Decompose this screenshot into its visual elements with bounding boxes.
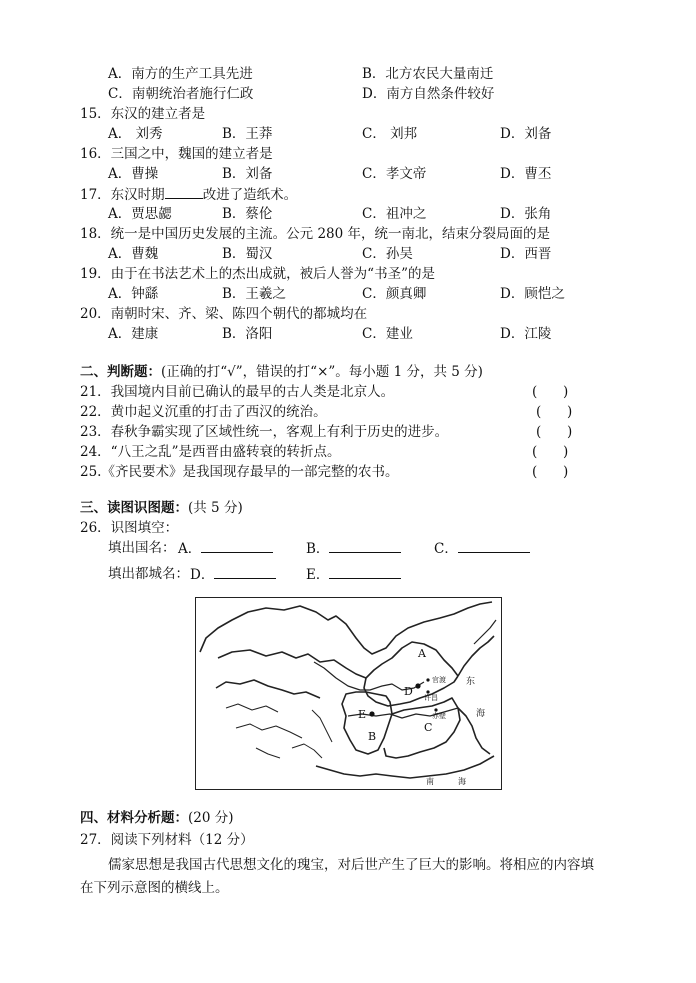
capital-d-dot bbox=[415, 683, 420, 688]
fill-c-label: C． bbox=[434, 541, 458, 557]
question-16-text: 16．三国之中，魏国的建立者是 bbox=[80, 146, 273, 162]
judge-21-text: 21．我国境内目前已确认的最早的古人类是北京人。 bbox=[80, 384, 395, 400]
fill-c bbox=[434, 538, 530, 559]
judge-item-22 bbox=[0, 402, 696, 422]
question-20-options bbox=[0, 324, 696, 344]
judge-23-text: 23．春秋争霸实现了区域性统一，客观上有利于历史的进步。 bbox=[80, 424, 449, 440]
q14-option-d: D．南方自然条件较好 bbox=[362, 86, 495, 102]
judge-25-answer[interactable]: ( ) bbox=[532, 464, 569, 480]
fill-country-label: 填出国名： bbox=[108, 540, 176, 556]
q16-option-a: A．曹操 bbox=[108, 166, 159, 182]
section-3-header bbox=[0, 498, 696, 518]
question-18-stem bbox=[0, 224, 696, 244]
q17-option-c: C．祖冲之 bbox=[362, 206, 427, 222]
section-3-heading bbox=[80, 498, 243, 518]
material-paragraph-line2 bbox=[0, 878, 696, 898]
map-label-south-sea: 海 bbox=[458, 777, 466, 786]
map-label-guandu: 官渡 bbox=[432, 676, 446, 684]
section-4-header bbox=[0, 808, 696, 828]
section-2-heading bbox=[80, 362, 483, 382]
judge-22-text: 22．黄巾起义沉重的打击了西汉的统治。 bbox=[80, 404, 327, 420]
judge-21-answer[interactable]: ( ) bbox=[532, 384, 569, 400]
q20-option-a: A．建康 bbox=[108, 326, 159, 342]
section-4-note: (20 分) bbox=[188, 810, 234, 826]
map-label-e: E bbox=[358, 708, 367, 721]
q20-option-d: D．江陵 bbox=[500, 326, 552, 342]
material-paragraph-line1 bbox=[0, 855, 696, 875]
guandu-dot bbox=[426, 678, 429, 681]
section-4-title: 四、材料分析题： bbox=[80, 810, 188, 826]
q14-option-b: B．北方农民大量南迁 bbox=[362, 66, 494, 82]
question-17-text bbox=[80, 184, 297, 205]
q19-option-a: A．钟繇 bbox=[108, 286, 159, 302]
section-2-title: 二、判断题： bbox=[80, 364, 161, 380]
map-label-d: D bbox=[404, 685, 413, 698]
map-label-east: 东 bbox=[466, 677, 476, 687]
q18-option-c: C．孙吴 bbox=[362, 246, 413, 262]
map-label-c: C bbox=[424, 721, 433, 734]
q16-option-d: D．曹丕 bbox=[500, 166, 552, 182]
q15-option-b: B．王莽 bbox=[222, 126, 273, 142]
section-2-header bbox=[0, 362, 696, 382]
fill-capital-label: 填出都城名： bbox=[108, 566, 189, 582]
map-label-a: A bbox=[418, 647, 426, 660]
three-kingdoms-map bbox=[195, 597, 502, 790]
judge-item-25 bbox=[0, 462, 696, 482]
q17-option-d: D．张角 bbox=[500, 206, 552, 222]
question-20-stem bbox=[0, 304, 696, 324]
q19-option-b: B．王羲之 bbox=[222, 286, 286, 302]
judge-25-text: 25.《齐民要术》是我国现存最早的一部完整的农书。 bbox=[80, 464, 399, 480]
material-text-2: 在下列示意图的横线上。 bbox=[80, 880, 229, 896]
fill-d bbox=[190, 564, 276, 585]
question-27-text: 27．阅读下列材料（12 分） bbox=[80, 832, 254, 848]
q17-answer-blank[interactable] bbox=[165, 184, 203, 199]
judge-24-answer[interactable]: ( ) bbox=[532, 444, 569, 460]
q17-option-b: B．蔡伦 bbox=[222, 206, 273, 222]
q17-stem-prefix: 17．东汉时期 bbox=[80, 187, 165, 203]
map-label-xuchang: 许昌 bbox=[424, 694, 438, 702]
fill-c-blank[interactable] bbox=[458, 538, 530, 553]
q14-options-row2 bbox=[0, 84, 696, 104]
q14-option-c: C．南朝统治者施行仁政 bbox=[108, 86, 254, 102]
question-15-text: 15．东汉的建立者是 bbox=[80, 106, 206, 122]
question-19-stem bbox=[0, 264, 696, 284]
fill-e bbox=[306, 564, 401, 585]
q16-option-b: B．刘备 bbox=[222, 166, 273, 182]
q15-option-a: A． 刘秀 bbox=[108, 126, 163, 142]
question-27-stem bbox=[0, 830, 696, 850]
fill-a-blank[interactable] bbox=[201, 538, 273, 553]
fill-b-label: B． bbox=[306, 541, 330, 557]
question-15-stem bbox=[0, 104, 696, 124]
fill-e-label: E． bbox=[306, 567, 330, 583]
question-17-stem bbox=[0, 184, 696, 204]
q14-options-row1 bbox=[0, 64, 696, 84]
q17-stem-suffix: 改进了造纸术。 bbox=[202, 187, 298, 203]
fill-capital-row bbox=[0, 564, 696, 584]
q19-option-d: D．顾恺之 bbox=[500, 286, 565, 302]
fill-e-blank[interactable] bbox=[329, 564, 401, 579]
section-2-note: (正确的打“√”，错误的打“×”。每小题 1 分，共 5 分) bbox=[161, 364, 483, 380]
map-label-b: B bbox=[368, 730, 377, 743]
judge-24-text: 24．“八王之乱”是西晋由盛转衰的转折点。 bbox=[80, 444, 341, 460]
question-16-stem bbox=[0, 144, 696, 164]
q15-option-d: D．刘备 bbox=[500, 126, 552, 142]
map-label-south: 南 bbox=[426, 777, 434, 786]
fill-b bbox=[306, 538, 401, 559]
question-15-options bbox=[0, 124, 696, 144]
q18-option-d: D．西晋 bbox=[500, 246, 552, 262]
fill-b-blank[interactable] bbox=[329, 538, 401, 553]
map-label-chibi: 赤壁 bbox=[432, 712, 446, 720]
fill-d-label: D． bbox=[190, 567, 215, 583]
q15-option-c: C． 刘邦 bbox=[362, 126, 418, 142]
fill-country-row bbox=[0, 538, 696, 558]
question-26-stem bbox=[0, 518, 696, 538]
question-26-text: 26．识图填空： bbox=[80, 520, 179, 536]
fill-d-blank[interactable] bbox=[214, 564, 276, 579]
fill-a-label: A． bbox=[178, 541, 202, 557]
section-3-title: 三、读图识图题： bbox=[80, 500, 188, 516]
map-label-sea: 海 bbox=[476, 709, 486, 719]
judge-23-answer[interactable]: ( ) bbox=[536, 424, 573, 440]
question-19-text: 19．由于在书法艺术上的杰出成就，被后人誉为“书圣”的是 bbox=[80, 266, 435, 282]
q18-option-a: A．曹魏 bbox=[108, 246, 159, 262]
fill-a bbox=[178, 538, 273, 559]
question-19-options bbox=[0, 284, 696, 304]
question-20-text: 20．南朝时宋、齐、梁、陈四个朝代的都城均在 bbox=[80, 306, 368, 322]
question-18-options bbox=[0, 244, 696, 264]
question-17-options bbox=[0, 204, 696, 224]
q17-option-a: A．贾思勰 bbox=[108, 206, 172, 222]
q20-option-b: B．洛阳 bbox=[222, 326, 273, 342]
question-16-options bbox=[0, 164, 696, 184]
judge-item-21 bbox=[0, 382, 696, 402]
question-18-text: 18．统一是中国历史发展的主流。公元 280 年，统一南北，结束分裂局面的是 bbox=[80, 226, 551, 242]
judge-item-23 bbox=[0, 422, 696, 442]
section-4-heading bbox=[80, 808, 234, 828]
judge-item-24 bbox=[0, 442, 696, 462]
capital-e-dot bbox=[369, 711, 374, 716]
q19-option-c: C．颜真卿 bbox=[362, 286, 427, 302]
q16-option-c: C．孝文帝 bbox=[362, 166, 427, 182]
material-text-1: 儒家思想是我国古代思想文化的瑰宝，对后世产生了巨大的影响。将相应的内容填 bbox=[108, 857, 594, 873]
q14-option-a: A．南方的生产工具先进 bbox=[108, 66, 253, 82]
q20-option-c: C．建业 bbox=[362, 326, 413, 342]
q18-option-b: B．蜀汉 bbox=[222, 246, 273, 262]
judge-22-answer[interactable]: ( ) bbox=[536, 404, 573, 420]
section-3-note: (共 5 分) bbox=[188, 500, 243, 516]
map-drawing bbox=[196, 598, 500, 788]
